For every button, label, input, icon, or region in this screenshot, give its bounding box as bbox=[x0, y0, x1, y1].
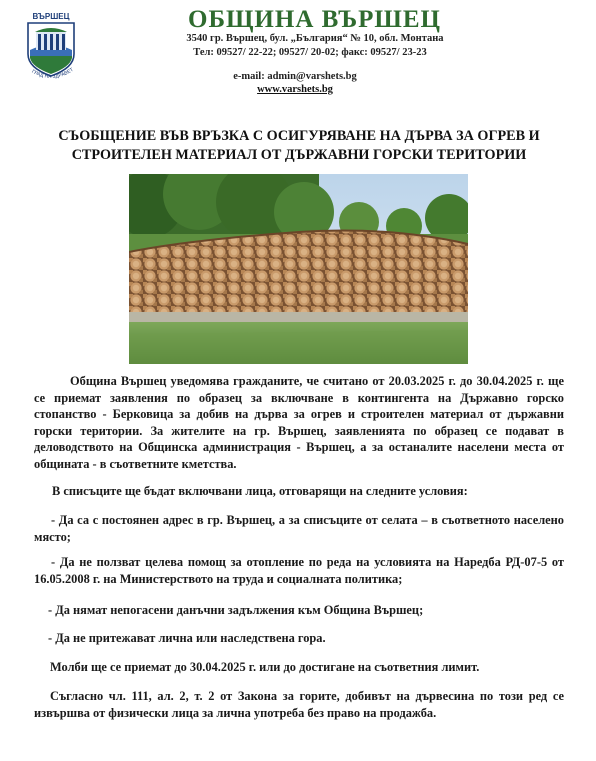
website-line bbox=[200, 84, 390, 95]
municipality-crest-logo bbox=[22, 10, 80, 82]
website-link[interactable]: www.varshets.bg bbox=[257, 84, 333, 95]
paragraph-announcement: Община Вършец уведомява гражданите, че считано от 20.03.2025 г. до 30.04.2025 г. ще се приемат заявления по образец за включване в контингента на Държавно горско стопанство - Берковица за добив на дърва за огрев и строителен материал от държавни горски територии. За жителите на гр. Вършец, заявленията по образец се подават в деловодството на Общинска администрация - Вършец, а за останалите населени места от общината - в съответните кметства. bbox=[34, 374, 564, 471]
condition-no-private-forest: - Да не притежават лична или наследствена гора. bbox=[48, 631, 326, 645]
organization-name: ОБЩИНА ВЪРШЕЦ bbox=[188, 6, 441, 33]
notice-title: СЪОБЩЕНИЕ ВЪВ ВРЪЗКА С ОСИГУРЯВАНЕ НА ДЪРВА ЗА ОГРЕВ И СТРОИТЕЛЕН МАТЕРИАЛ ОТ ДЪРЖАВНИ ГОРСКИ ТЕРИТОРИИ bbox=[58, 128, 540, 163]
address-line: 3540 гр. Вършец, бул. „България“ № 10, обл. Монтана bbox=[186, 33, 444, 44]
svg-text:ВЪРШЕЦ: ВЪРШЕЦ bbox=[32, 12, 70, 21]
firewood-stack-photo bbox=[129, 174, 468, 364]
condition-no-heating-aid: - Да не ползват целева помощ за отопление по реда на условията на Наредба РД-07-5 от 16.05.2008 г. на Министерството на труда и социалната политика; bbox=[34, 555, 564, 586]
condition-permanent-address: - Да са с постоянен адрес в гр. Вършец, а за списъците от селата – в съответното населено място; bbox=[34, 513, 564, 544]
condition-no-tax-debt: - Да нямат непогасени данъчни задължения към Община Вършец; bbox=[48, 603, 424, 617]
paragraph-conditions-intro: В списъците ще бъдат включвани лица, отговарящи на следните условия: bbox=[52, 484, 468, 498]
email-line: e-mail: admin@varshets.bg bbox=[233, 71, 357, 82]
paragraph-legal-basis: Съгласно чл. 111, ал. 2, т. 2 от Закона за горите, добивът на дървесина по този ред се извършва от физически лица за лична употреба без право на продажба. bbox=[34, 689, 564, 720]
svg-text:ГРАД НА ЗДРАВЕТО: ГРАД НА ЗДРАВЕТ bbox=[30, 67, 75, 81]
paragraph-deadline: Молби ще се приемат до 30.04.2025 г. или до достигане на съответния лимит. bbox=[50, 660, 480, 674]
phone-line: Тел: 09527/ 22-22; 09527/ 20-02; факс: 09527/ 23-23 bbox=[193, 47, 427, 58]
